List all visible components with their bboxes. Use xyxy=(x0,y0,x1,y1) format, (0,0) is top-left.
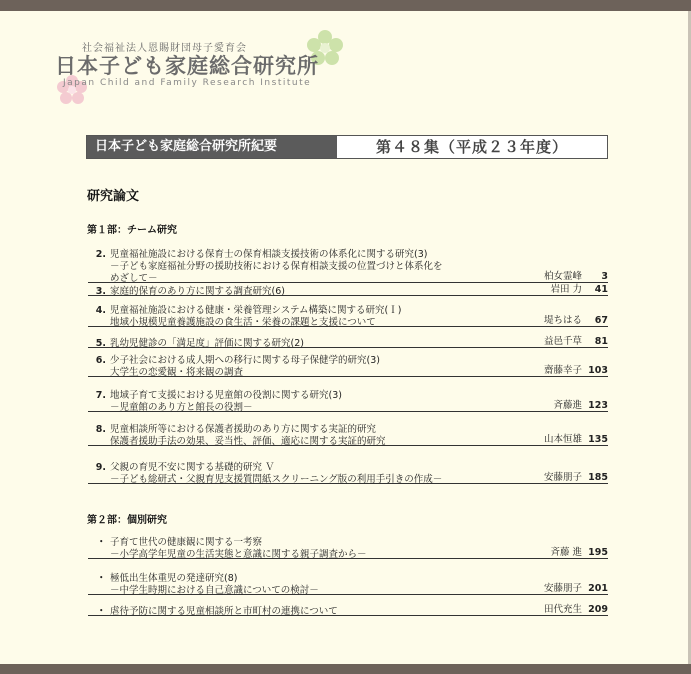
entry-title-text: 極低出生体重児の発達研究(8) xyxy=(110,573,238,584)
entry-meta xyxy=(544,431,608,445)
entry-line xyxy=(88,302,608,314)
part1-entry[interactable] xyxy=(88,283,608,296)
entry-author: 山本恒雄 xyxy=(543,434,582,445)
entry-title-text: 少子社会における成人期への移行に関する母子保健学的研究(3) xyxy=(110,355,380,366)
part1-entry[interactable] xyxy=(88,421,608,446)
entry-line xyxy=(88,246,608,258)
part1-entry[interactable] xyxy=(88,352,608,377)
entry-author: 安藤朋子 xyxy=(543,472,582,483)
entry-page-number: 67 xyxy=(594,315,608,326)
entry-line xyxy=(88,570,608,582)
entry-title-text: 児童相談所等における保護者援助のあり方に関する実証的研究 xyxy=(110,424,377,435)
entry-line xyxy=(88,364,608,377)
entry-meta xyxy=(544,333,608,347)
entry-author: 益邑千草 xyxy=(543,336,582,347)
entry-title-text: 父親の育児不安に関する基礎的研究 Ｖ xyxy=(110,462,275,473)
entry-line xyxy=(88,546,608,559)
entry-author: 齋藤幸子 xyxy=(543,365,582,376)
entry-number: 2. xyxy=(95,249,106,260)
entry-title-text: 保護者援助手法の効果、妥当性、評価、適応に関する実証的研究 xyxy=(110,436,386,447)
entry-line xyxy=(88,270,608,283)
entry-line xyxy=(88,258,608,270)
entry-page-number: 195 xyxy=(588,547,608,558)
part1-entry[interactable] xyxy=(88,302,608,327)
entry-title-text: 子育て世代の健康観に関する一考察 xyxy=(110,537,263,548)
entry-page-number: 201 xyxy=(588,583,608,594)
entry-title-text: 地域小規模児童養護施設の食生活・栄養の課題と支援について xyxy=(110,317,376,328)
entry-author: 堤ちはる xyxy=(543,315,582,326)
part1-title: 第１部：チーム研究 xyxy=(87,225,177,236)
entry-meta xyxy=(544,580,608,594)
entry-title-text: 大学生の恋愛観・将来観の調査 xyxy=(110,367,244,378)
entry-line xyxy=(88,283,608,296)
entry-title-text: 児童福祉施設における保育士の保育相談支援技術の体系化に関する研究(3) xyxy=(110,249,428,260)
entry-page-number: 81 xyxy=(594,336,608,347)
entry-line xyxy=(88,582,608,595)
institute-name-en: Japan Child and Family Research Institute xyxy=(63,78,312,88)
entry-author: 斉藤進 xyxy=(553,400,582,411)
entry-meta xyxy=(550,544,608,558)
entry-meta xyxy=(553,397,608,411)
bulletin-banner xyxy=(86,135,608,159)
entry-page-number: 3 xyxy=(601,271,608,282)
entry-page-number: 135 xyxy=(588,434,608,445)
entry-page-number: 209 xyxy=(588,604,608,615)
entry-title-text: 家庭的保育のあり方に関する調査研究(6) xyxy=(110,286,285,297)
top-bar xyxy=(0,0,691,11)
entry-number: 4. xyxy=(95,305,106,316)
entry-line xyxy=(88,433,608,446)
entry-meta xyxy=(550,281,608,295)
entry-number: ・ xyxy=(96,606,106,617)
part2-title: 第２部：個別研究 xyxy=(87,515,167,526)
entry-number: 6. xyxy=(95,355,106,366)
entry-meta xyxy=(544,268,608,282)
entry-author: 斉藤 進 xyxy=(550,547,582,558)
entry-number: 8. xyxy=(95,424,106,435)
entry-title-text: －児童館のあり方と館長の役割－ xyxy=(110,402,253,413)
part1-entry[interactable] xyxy=(88,387,608,412)
entry-title-text: 虐待予防に関する児童相談所と市町村の連携について xyxy=(110,606,338,617)
part2-entry[interactable] xyxy=(88,534,608,559)
entry-line xyxy=(88,534,608,546)
entry-title-text: 児童福祉施設における健康・栄養管理システム構築に関する研究(Ｉ) xyxy=(110,305,402,316)
entry-title-text: 乳幼児健診の「満足度」評価に関する研究(2) xyxy=(110,338,304,349)
entry-title-text: －中学生時期における自己意識についての検討－ xyxy=(110,585,319,596)
entry-number: ・ xyxy=(96,537,106,548)
entry-page-number: 41 xyxy=(594,284,608,295)
institute-name-jp: 日本子ども家庭総合研究所 xyxy=(55,54,319,78)
entry-page-number: 103 xyxy=(588,365,608,376)
entry-line xyxy=(88,314,608,327)
entry-meta xyxy=(544,312,608,326)
entry-title-text: －子ども家庭福祉分野の援助技術における保育相談支援の位置づけと体系化を xyxy=(110,261,443,272)
entry-line xyxy=(88,459,608,471)
entry-title-text: －小学高学年児童の生活実態と意識に関する親子調査から－ xyxy=(110,549,367,560)
entry-line xyxy=(88,352,608,364)
entry-number: ・ xyxy=(96,573,106,584)
entry-line xyxy=(88,471,608,484)
entry-number: 5. xyxy=(95,338,106,349)
entry-meta xyxy=(544,362,608,376)
part2-entry[interactable] xyxy=(88,570,608,595)
entry-line xyxy=(88,335,608,348)
entry-line xyxy=(88,387,608,399)
part1-entry[interactable] xyxy=(88,246,608,283)
entry-title-text: 地域子育て支援における児童館の役割に関する研究(3) xyxy=(110,390,342,401)
entry-meta xyxy=(544,469,608,483)
bottom-bar xyxy=(0,664,691,674)
entry-author: 田代充生 xyxy=(543,604,582,615)
entry-author: 安藤朋子 xyxy=(543,583,582,594)
bulletin-volume: 第４８集（平成２３年度） xyxy=(337,136,607,158)
entry-page-number: 123 xyxy=(588,400,608,411)
entry-number: 3. xyxy=(95,286,106,297)
entry-line xyxy=(88,399,608,412)
entry-line xyxy=(88,421,608,433)
entry-page-number: 185 xyxy=(588,472,608,483)
org-name: 社会福祉法人恩賜財団母子愛育会 xyxy=(82,43,247,54)
entry-author: 柏女霊峰 xyxy=(543,271,582,282)
entry-line xyxy=(88,603,608,616)
entry-author: 岩田 力 xyxy=(550,284,582,295)
part2-entry[interactable] xyxy=(88,603,608,616)
entry-title-text: －子ども総研式・父親育児支援質問紙スクリーニング版の利用手引きの作成－ xyxy=(110,474,443,485)
part1-entry[interactable] xyxy=(88,335,608,348)
entry-number: 9. xyxy=(95,462,106,473)
section-title: 研究論文 xyxy=(87,189,140,204)
entry-meta xyxy=(544,601,608,615)
entry-title-text: めざして－ xyxy=(110,273,158,284)
part1-entry[interactable] xyxy=(88,459,608,484)
bulletin-title: 日本子ども家庭総合研究所紀要 xyxy=(87,136,337,158)
entry-number: 7. xyxy=(95,390,106,401)
